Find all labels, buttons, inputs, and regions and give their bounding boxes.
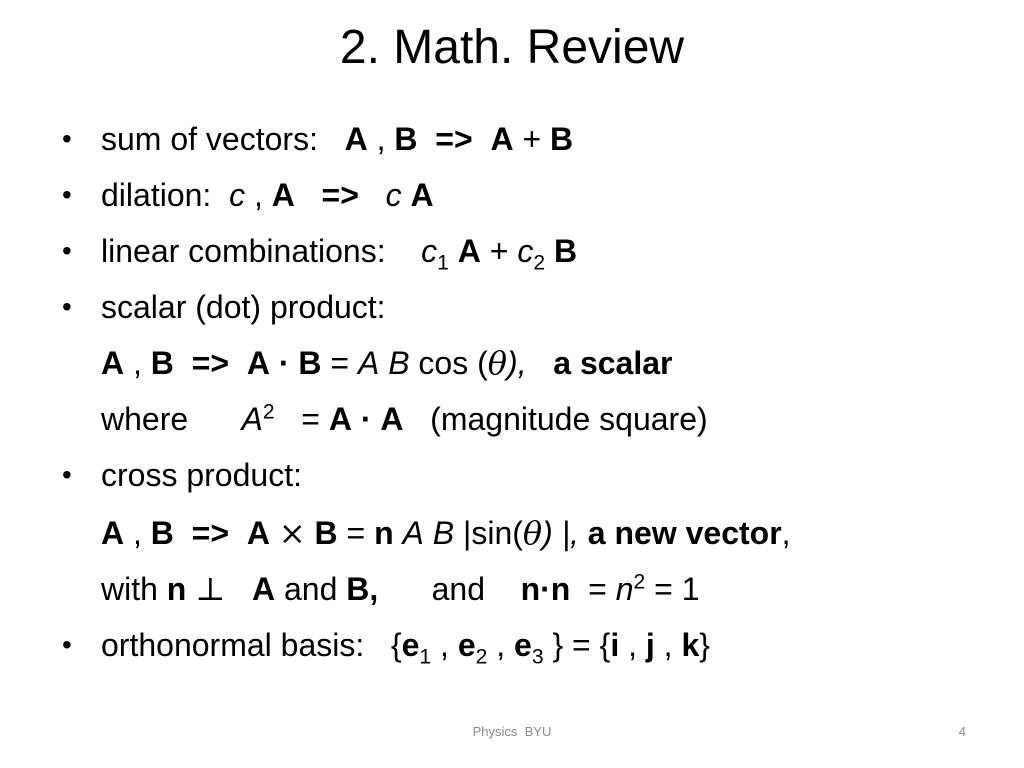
- vector-a: A: [252, 571, 276, 607]
- and-label: and: [431, 571, 486, 607]
- basis-vector-e: e: [457, 627, 476, 663]
- dot-operator: ·: [360, 401, 372, 437]
- implies-arrow: =>: [321, 177, 359, 213]
- magnitude-b: B: [388, 345, 410, 381]
- scalar-c: c: [229, 177, 246, 213]
- subscript: 2: [533, 251, 546, 275]
- cross-product-normal: [101, 568, 700, 610]
- basis-vector-i: i: [610, 627, 620, 663]
- plus-sign: +: [489, 233, 509, 269]
- comma: ,: [628, 627, 637, 663]
- basis-vector-j: j: [645, 627, 655, 663]
- vector-a: A: [246, 515, 270, 551]
- vector-a: A: [328, 401, 352, 437]
- magnitude-square-note: (magnitude square): [430, 401, 708, 437]
- bullet-dot: •: [62, 179, 72, 210]
- scalar-c: c: [385, 177, 402, 213]
- basis-vector-k: k: [681, 627, 700, 663]
- equals-sign: =: [330, 345, 350, 381]
- dot-operator: ·: [278, 345, 290, 381]
- bullet-dot: •: [62, 235, 72, 266]
- theta-symbol: θ: [522, 514, 543, 552]
- vector-b: B: [150, 345, 174, 381]
- sin-function: |sin(: [463, 515, 523, 551]
- vector-a: A: [457, 233, 481, 269]
- bullet-text: sum of vectors:: [101, 121, 318, 157]
- vector-a: A: [490, 121, 514, 157]
- equals-one: = 1: [654, 571, 700, 607]
- scalar-c: c: [421, 233, 438, 269]
- slide-title: 2. Math. Review: [339, 21, 685, 74]
- and-label: and: [284, 571, 338, 607]
- bullet-dilation: [101, 174, 434, 216]
- vector-b: B: [394, 121, 418, 157]
- bullet-cross-product: [101, 454, 302, 496]
- theta-symbol: θ: [487, 344, 508, 382]
- comma: ,: [253, 177, 263, 213]
- bullet-text: linear combinations:: [101, 233, 386, 269]
- close-brace-equals: } = {: [552, 627, 611, 663]
- implies-arrow: =>: [191, 345, 230, 381]
- page-number: 4: [958, 724, 966, 739]
- vector-b: B: [554, 233, 578, 269]
- where-label: where: [101, 401, 189, 437]
- closing-paren: ),: [507, 345, 527, 381]
- vector-a: A: [246, 345, 270, 381]
- scalar-c: c: [517, 233, 534, 269]
- superscript: 2: [262, 400, 275, 424]
- vector-a: A: [344, 121, 368, 157]
- magnitude-a: A: [357, 345, 380, 381]
- vector-a: A: [101, 515, 125, 551]
- comma: ,: [133, 345, 142, 381]
- a-new-vector-label: a new vector: [587, 515, 782, 551]
- cross-operator: ×: [278, 514, 306, 552]
- bullet-dot: •: [62, 459, 72, 490]
- a-scalar-label: a scalar: [553, 345, 673, 381]
- comma: ,: [781, 515, 791, 551]
- bullet-orthonormal-basis: [101, 624, 710, 669]
- bullet-scalar-product: [101, 286, 386, 328]
- magnitude-definition: [101, 398, 708, 440]
- implies-arrow: =>: [435, 121, 473, 157]
- perpendicular-symbol: ⊥: [195, 570, 226, 608]
- bullet-dot: •: [62, 123, 72, 154]
- basis-vector-e: e: [514, 627, 532, 663]
- equals-sign: =: [588, 571, 607, 607]
- vector-b: B: [346, 571, 370, 607]
- vector-a: A: [410, 177, 434, 213]
- bullet-text: orthonormal basis:: [101, 627, 365, 663]
- plus-sign: +: [522, 121, 542, 157]
- vector-a: A: [101, 345, 125, 381]
- equals-sign: =: [301, 401, 320, 437]
- basis-vector-e: e: [401, 627, 420, 663]
- vector-a: A: [271, 177, 295, 213]
- unit-vector-n: n: [374, 515, 394, 551]
- vector-b: B: [298, 345, 322, 381]
- comma: ,: [496, 627, 506, 663]
- subscript: 1: [419, 645, 432, 669]
- unit-vector-n: n: [166, 571, 187, 607]
- vector-b: B: [150, 515, 174, 551]
- open-brace: {: [390, 627, 402, 663]
- close-brace: }: [699, 627, 710, 663]
- magnitude-a: A: [241, 401, 263, 437]
- cross-product-formula: [101, 512, 791, 554]
- equals-sign: =: [346, 515, 366, 551]
- with-label: with: [101, 571, 158, 607]
- magnitude-b: B: [432, 515, 455, 551]
- bullet-sum-of-vectors: [101, 118, 573, 160]
- bullet-text: dilation:: [101, 177, 212, 213]
- subscript: 1: [437, 251, 449, 275]
- vector-b: B: [314, 515, 338, 551]
- bullet-linear-combinations: [101, 230, 578, 275]
- magnitude-n: n: [615, 571, 634, 607]
- subscript: 3: [531, 645, 544, 669]
- subscript: 2: [475, 645, 488, 669]
- cos-function: cos (: [418, 345, 488, 381]
- magnitude-a: A: [402, 515, 424, 551]
- closing-bar: ) |,: [542, 515, 579, 551]
- vector-b: B: [550, 121, 574, 157]
- superscript: 2: [633, 570, 646, 594]
- bullet-text: scalar (dot) product:: [101, 289, 386, 325]
- comma: ,: [133, 515, 142, 551]
- scalar-product-formula: [101, 342, 672, 384]
- comma: ,: [663, 627, 673, 663]
- comma: ,: [440, 627, 449, 663]
- bullet-dot: •: [62, 291, 72, 322]
- n-dot-n: n·n: [520, 571, 571, 607]
- footer-text: Physics BYU: [472, 724, 552, 739]
- vector-a: A: [380, 401, 404, 437]
- bullet-dot: •: [62, 629, 72, 660]
- bullet-text: cross product:: [101, 457, 302, 493]
- comma: ,: [369, 571, 379, 607]
- implies-arrow: =>: [191, 515, 230, 551]
- comma: ,: [376, 121, 386, 157]
